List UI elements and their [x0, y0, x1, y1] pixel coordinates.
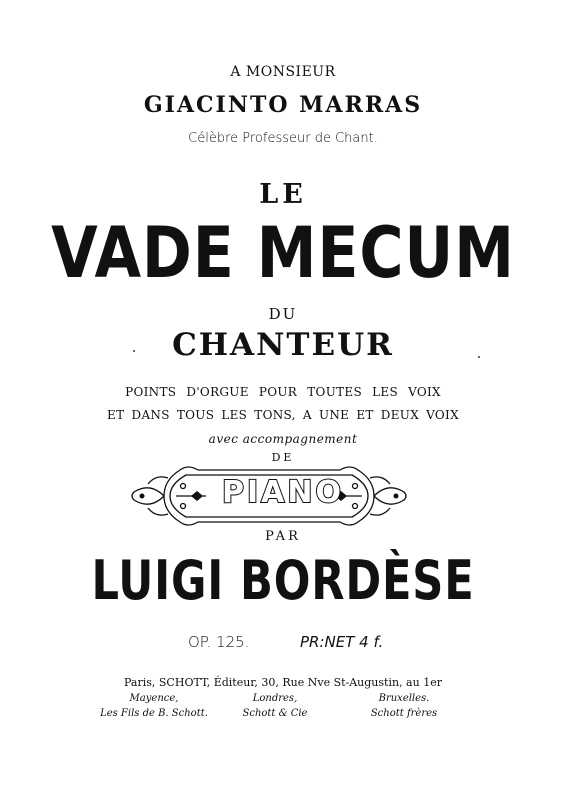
branch-city: Londres,	[252, 693, 298, 704]
description-line-1: POINTS D'ORGUE POUR TOUTES LES VOIX	[125, 385, 441, 399]
title-du: DU	[268, 305, 298, 323]
net-price: PR:NET 4 f.	[300, 633, 384, 651]
description-line-2: ET DANS TOUS LES TONS, A UNE ET DEUX VOIX	[107, 408, 459, 422]
de-line: DE	[271, 451, 295, 464]
accompaniment-line: avec accompagnement	[208, 432, 358, 446]
dedicatee-title: Célèbre Professeur de Chant.	[188, 131, 378, 146]
branch-publisher: Les Fils de B. Schott.	[100, 708, 208, 719]
speck-dot	[478, 356, 480, 358]
composer-name: LUIGI BORDÈSE	[91, 549, 475, 612]
opus-number: OP. 125.	[188, 633, 250, 651]
publisher-address: Paris, SCHOTT, Éditeur, 30, Rue Nve St-Augustin, au 1er	[124, 676, 442, 689]
par-line: PAR	[265, 529, 301, 544]
title-chanteur: CHANTEUR	[172, 327, 394, 363]
dedication-line: A MONSIEUR	[230, 64, 336, 80]
branch-city: Bruxelles.	[378, 693, 430, 704]
branch-city: Mayence,	[129, 693, 179, 704]
title-article: LE	[259, 179, 307, 210]
branch-publisher: Schott & Cie	[242, 708, 308, 719]
dedicatee-name: GIACINTO MARRAS	[143, 92, 423, 118]
instrument-label: PIANO	[222, 475, 344, 510]
branch-publisher: Schott frères	[370, 708, 438, 719]
main-title: VADE MECUM	[51, 212, 515, 294]
speck-dot	[133, 350, 135, 352]
